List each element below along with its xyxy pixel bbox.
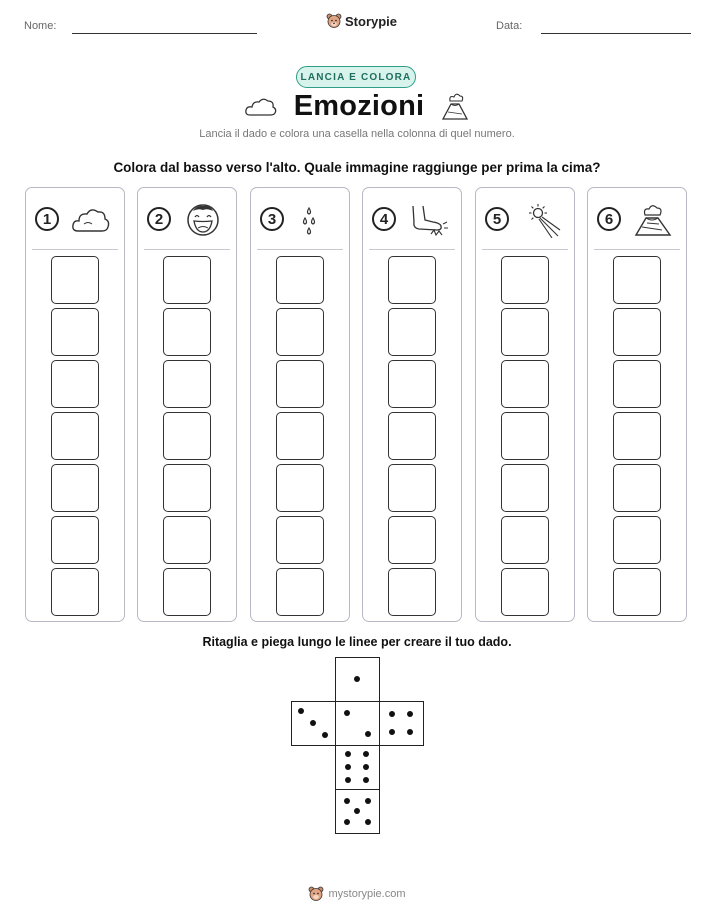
column-number: 3 (260, 207, 284, 231)
dice-pip (310, 720, 316, 726)
column-number: 1 (35, 207, 59, 231)
color-cell[interactable] (51, 308, 99, 356)
dice-pip (363, 764, 369, 770)
dice-pip (345, 764, 351, 770)
dice-pip (389, 711, 395, 717)
dice-pip (389, 729, 395, 735)
color-cell[interactable] (51, 516, 99, 564)
color-cell[interactable] (388, 568, 436, 616)
date-line[interactable] (541, 33, 691, 34)
color-cell[interactable] (163, 568, 211, 616)
stomping-foot-icon (407, 202, 449, 238)
dice-pip (365, 798, 371, 804)
color-cell[interactable] (388, 412, 436, 460)
footer (0, 886, 714, 902)
color-cell[interactable] (613, 360, 661, 408)
column-divider (482, 249, 568, 250)
dice-pip (344, 819, 350, 825)
dice-face (379, 701, 424, 746)
bear-logo-icon (308, 886, 324, 902)
color-cell[interactable] (163, 308, 211, 356)
column-divider (144, 249, 230, 250)
activity-badge: LANCIA E COLORA (296, 66, 416, 88)
footer-url[interactable]: mystorypie.com (328, 888, 406, 900)
cloud-icon (244, 96, 278, 118)
column-1 (25, 187, 125, 622)
subtitle: Lancia il dado e colora una casella nella colonna di quel numero. (199, 128, 515, 140)
column-number: 4 (372, 207, 396, 231)
color-cell[interactable] (501, 516, 549, 564)
dice-pip (322, 732, 328, 738)
dice-pip (345, 777, 351, 783)
color-cell[interactable] (163, 256, 211, 304)
column-number: 6 (597, 207, 621, 231)
bear-logo-icon (326, 13, 342, 29)
sun-rays-icon (520, 202, 562, 238)
color-cell[interactable] (613, 464, 661, 512)
dice-pip (344, 798, 350, 804)
dice-face (335, 657, 380, 702)
column-divider (32, 249, 118, 250)
volcano-icon (632, 202, 674, 238)
color-cell[interactable] (163, 412, 211, 460)
color-cell[interactable] (163, 464, 211, 512)
color-cell[interactable] (51, 360, 99, 408)
dice-pip (354, 808, 360, 814)
instruction: Colora dal basso verso l'alto. Quale immagine raggiunge per prima la cima? (113, 160, 601, 175)
dice-pip (407, 711, 413, 717)
dice-face (335, 745, 380, 790)
dice-face (335, 701, 380, 746)
volcano-icon (440, 92, 470, 122)
color-cell[interactable] (163, 360, 211, 408)
color-cell[interactable] (276, 464, 324, 512)
brand-name: Storypie (345, 13, 398, 29)
color-cell[interactable] (276, 360, 324, 408)
cut-instruction: Ritaglia e piega lungo le linee per creare il tuo dado. (202, 635, 512, 649)
column-divider (594, 249, 680, 250)
name-line[interactable] (72, 33, 257, 34)
color-cell[interactable] (51, 412, 99, 460)
color-cell[interactable] (613, 308, 661, 356)
color-cell[interactable] (613, 516, 661, 564)
dice-pip (363, 751, 369, 757)
column-number: 2 (147, 207, 171, 231)
color-cell[interactable] (51, 464, 99, 512)
color-cell[interactable] (276, 412, 324, 460)
column-3 (250, 187, 350, 622)
color-cell[interactable] (613, 256, 661, 304)
dice-pip (365, 819, 371, 825)
stomping-foot-icon (407, 202, 449, 238)
drops-icon (295, 202, 337, 238)
dice-pip (344, 710, 350, 716)
dice-face (291, 701, 336, 746)
dice-pip (363, 777, 369, 783)
color-cell[interactable] (501, 256, 549, 304)
column-5 (475, 187, 575, 622)
color-cell[interactable] (276, 308, 324, 356)
title-row (0, 90, 714, 123)
dice-pip (365, 731, 371, 737)
sun-rays-icon (520, 202, 562, 238)
column-4 (362, 187, 462, 622)
color-cell[interactable] (276, 256, 324, 304)
color-cell[interactable] (388, 464, 436, 512)
color-cell[interactable] (163, 516, 211, 564)
drops-icon (295, 202, 337, 238)
color-cell[interactable] (501, 308, 549, 356)
color-cell[interactable] (388, 308, 436, 356)
color-cell[interactable] (501, 464, 549, 512)
dice-pip (354, 676, 360, 682)
dice-pip (345, 751, 351, 757)
cloud-icon (70, 202, 112, 238)
color-cell[interactable] (388, 360, 436, 408)
laughing-face-icon (182, 202, 224, 238)
laughing-face-icon (182, 202, 224, 238)
column-divider (257, 249, 343, 250)
page-title: Emozioni (293, 90, 425, 122)
color-cell[interactable] (388, 256, 436, 304)
dice-pip (298, 708, 304, 714)
column-number: 5 (485, 207, 509, 231)
column-6 (587, 187, 687, 622)
color-cell[interactable] (501, 568, 549, 616)
color-cell[interactable] (388, 516, 436, 564)
color-cell[interactable] (501, 360, 549, 408)
color-cell[interactable] (613, 568, 661, 616)
name-label: Nome: (24, 20, 57, 32)
dice-pip (407, 729, 413, 735)
column-2 (137, 187, 237, 622)
column-divider (369, 249, 455, 250)
cloud-icon (70, 202, 112, 238)
volcano-icon (632, 202, 674, 238)
color-cell[interactable] (276, 516, 324, 564)
color-cell[interactable] (501, 412, 549, 460)
color-cell[interactable] (51, 256, 99, 304)
date-label: Data: (496, 20, 523, 32)
color-cell[interactable] (613, 412, 661, 460)
color-cell[interactable] (276, 568, 324, 616)
dice-face (335, 789, 380, 834)
color-cell[interactable] (51, 568, 99, 616)
brand-logo (326, 13, 397, 29)
